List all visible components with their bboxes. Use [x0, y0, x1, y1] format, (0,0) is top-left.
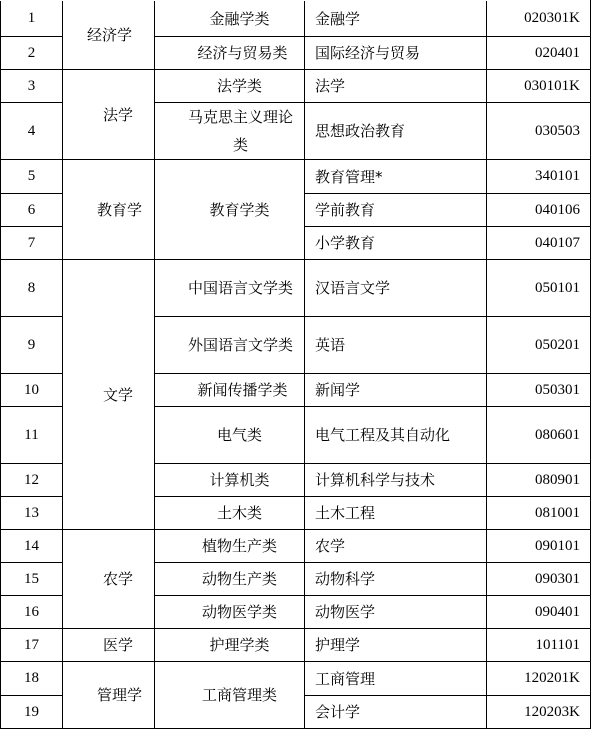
major-code: 090301: [487, 563, 591, 596]
major-code: 090101: [487, 530, 591, 563]
row-number: 12: [1, 464, 63, 497]
discipline-cell: 法学: [63, 70, 155, 160]
table-row: [1, 160, 591, 194]
row-number: 15: [1, 563, 63, 596]
top-crop-edge: [0, 0, 590, 1]
major-code: 040107: [487, 227, 591, 260]
major-cell: 会计学: [305, 696, 487, 729]
subcategory-cell: 新闻传播学类: [155, 374, 305, 407]
discipline-cell: 管理学: [63, 662, 155, 729]
row-number: 13: [1, 497, 63, 530]
subcategory-cell: 外国语言文学类: [155, 317, 305, 374]
major-cell: 教育管理*: [305, 160, 487, 194]
major-code: 090401: [487, 596, 591, 629]
discipline-cell: 农学: [63, 530, 155, 629]
subcategory-cell: 法学类: [155, 70, 305, 103]
major-code: 340101: [487, 160, 591, 194]
subcategory-cell: 动物医学类: [155, 596, 305, 629]
subcategory-cell: 植物生产类: [155, 530, 305, 563]
row-number: 6: [1, 194, 63, 227]
row-number: 1: [1, 1, 63, 37]
major-cell: 法学: [305, 70, 487, 103]
major-code: 030101K: [487, 70, 591, 103]
major-code: 020401: [487, 37, 591, 70]
row-number: 11: [1, 407, 63, 464]
row-number: 5: [1, 160, 63, 194]
row-number: 4: [1, 103, 63, 160]
row-number: 3: [1, 70, 63, 103]
major-code: 080601: [487, 407, 591, 464]
table-row: [1, 530, 591, 563]
subcategory-cell: 电气类: [155, 407, 305, 464]
major-cell: 土木工程: [305, 497, 487, 530]
major-cell: 学前教育: [305, 194, 487, 227]
major-code: 030503: [487, 103, 591, 160]
row-number: 19: [1, 696, 63, 729]
subcategory-cell: 经济与贸易类: [155, 37, 305, 70]
major-cell: 英语: [305, 317, 487, 374]
subcategory-cell: 教育学类: [155, 160, 305, 260]
major-code: 120201K: [487, 662, 591, 696]
major-cell: 动物医学: [305, 596, 487, 629]
subcategory-cell: 计算机类: [155, 464, 305, 497]
subcategory-cell: 护理学类: [155, 629, 305, 662]
major-code: 050301: [487, 374, 591, 407]
major-cell: 计算机科学与技术: [305, 464, 487, 497]
row-number: 10: [1, 374, 63, 407]
discipline-cell: 医学: [63, 629, 155, 662]
major-cell: 护理学: [305, 629, 487, 662]
discipline-cell: 文学: [63, 260, 155, 530]
major-code: 050101: [487, 260, 591, 317]
subcategory-cell: 中国语言文学类: [155, 260, 305, 317]
subcategory-cell: 土木类: [155, 497, 305, 530]
discipline-cell: 经济学: [63, 1, 155, 70]
table-row: [1, 260, 591, 317]
major-code: 040106: [487, 194, 591, 227]
subcategory-cell: 金融学类: [155, 1, 305, 37]
table-row: [1, 70, 591, 103]
major-cell: 思想政治教育: [305, 103, 487, 160]
table-row: [1, 629, 591, 662]
major-cell: 国际经济与贸易: [305, 37, 487, 70]
subcategory-cell: 动物生产类: [155, 563, 305, 596]
major-cell: 工商管理: [305, 662, 487, 696]
subcategory-cell: 工商管理类: [155, 662, 305, 729]
major-code: 050201: [487, 317, 591, 374]
major-cell: 动物科学: [305, 563, 487, 596]
major-code: 020301K: [487, 1, 591, 37]
row-number: 9: [1, 317, 63, 374]
major-code: 080901: [487, 464, 591, 497]
table-row: [1, 662, 591, 696]
row-number: 16: [1, 596, 63, 629]
major-cell: 电气工程及其自动化: [305, 407, 487, 464]
major-cell: 小学教育: [305, 227, 487, 260]
row-number: 17: [1, 629, 63, 662]
major-code: 120203K: [487, 696, 591, 729]
major-cell: 金融学: [305, 1, 487, 37]
row-number: 8: [1, 260, 63, 317]
major-cell: 新闻学: [305, 374, 487, 407]
discipline-cell: 教育学: [63, 160, 155, 260]
row-number: 7: [1, 227, 63, 260]
row-number: 18: [1, 662, 63, 696]
table-row: [1, 1, 591, 37]
subcategory-cell: 马克思主义理论类: [155, 103, 305, 160]
major-cell: 农学: [305, 530, 487, 563]
row-number: 2: [1, 37, 63, 70]
major-cell: 汉语言文学: [305, 260, 487, 317]
major-code: 081001: [487, 497, 591, 530]
row-number: 14: [1, 530, 63, 563]
major-code: 101101: [487, 629, 591, 662]
